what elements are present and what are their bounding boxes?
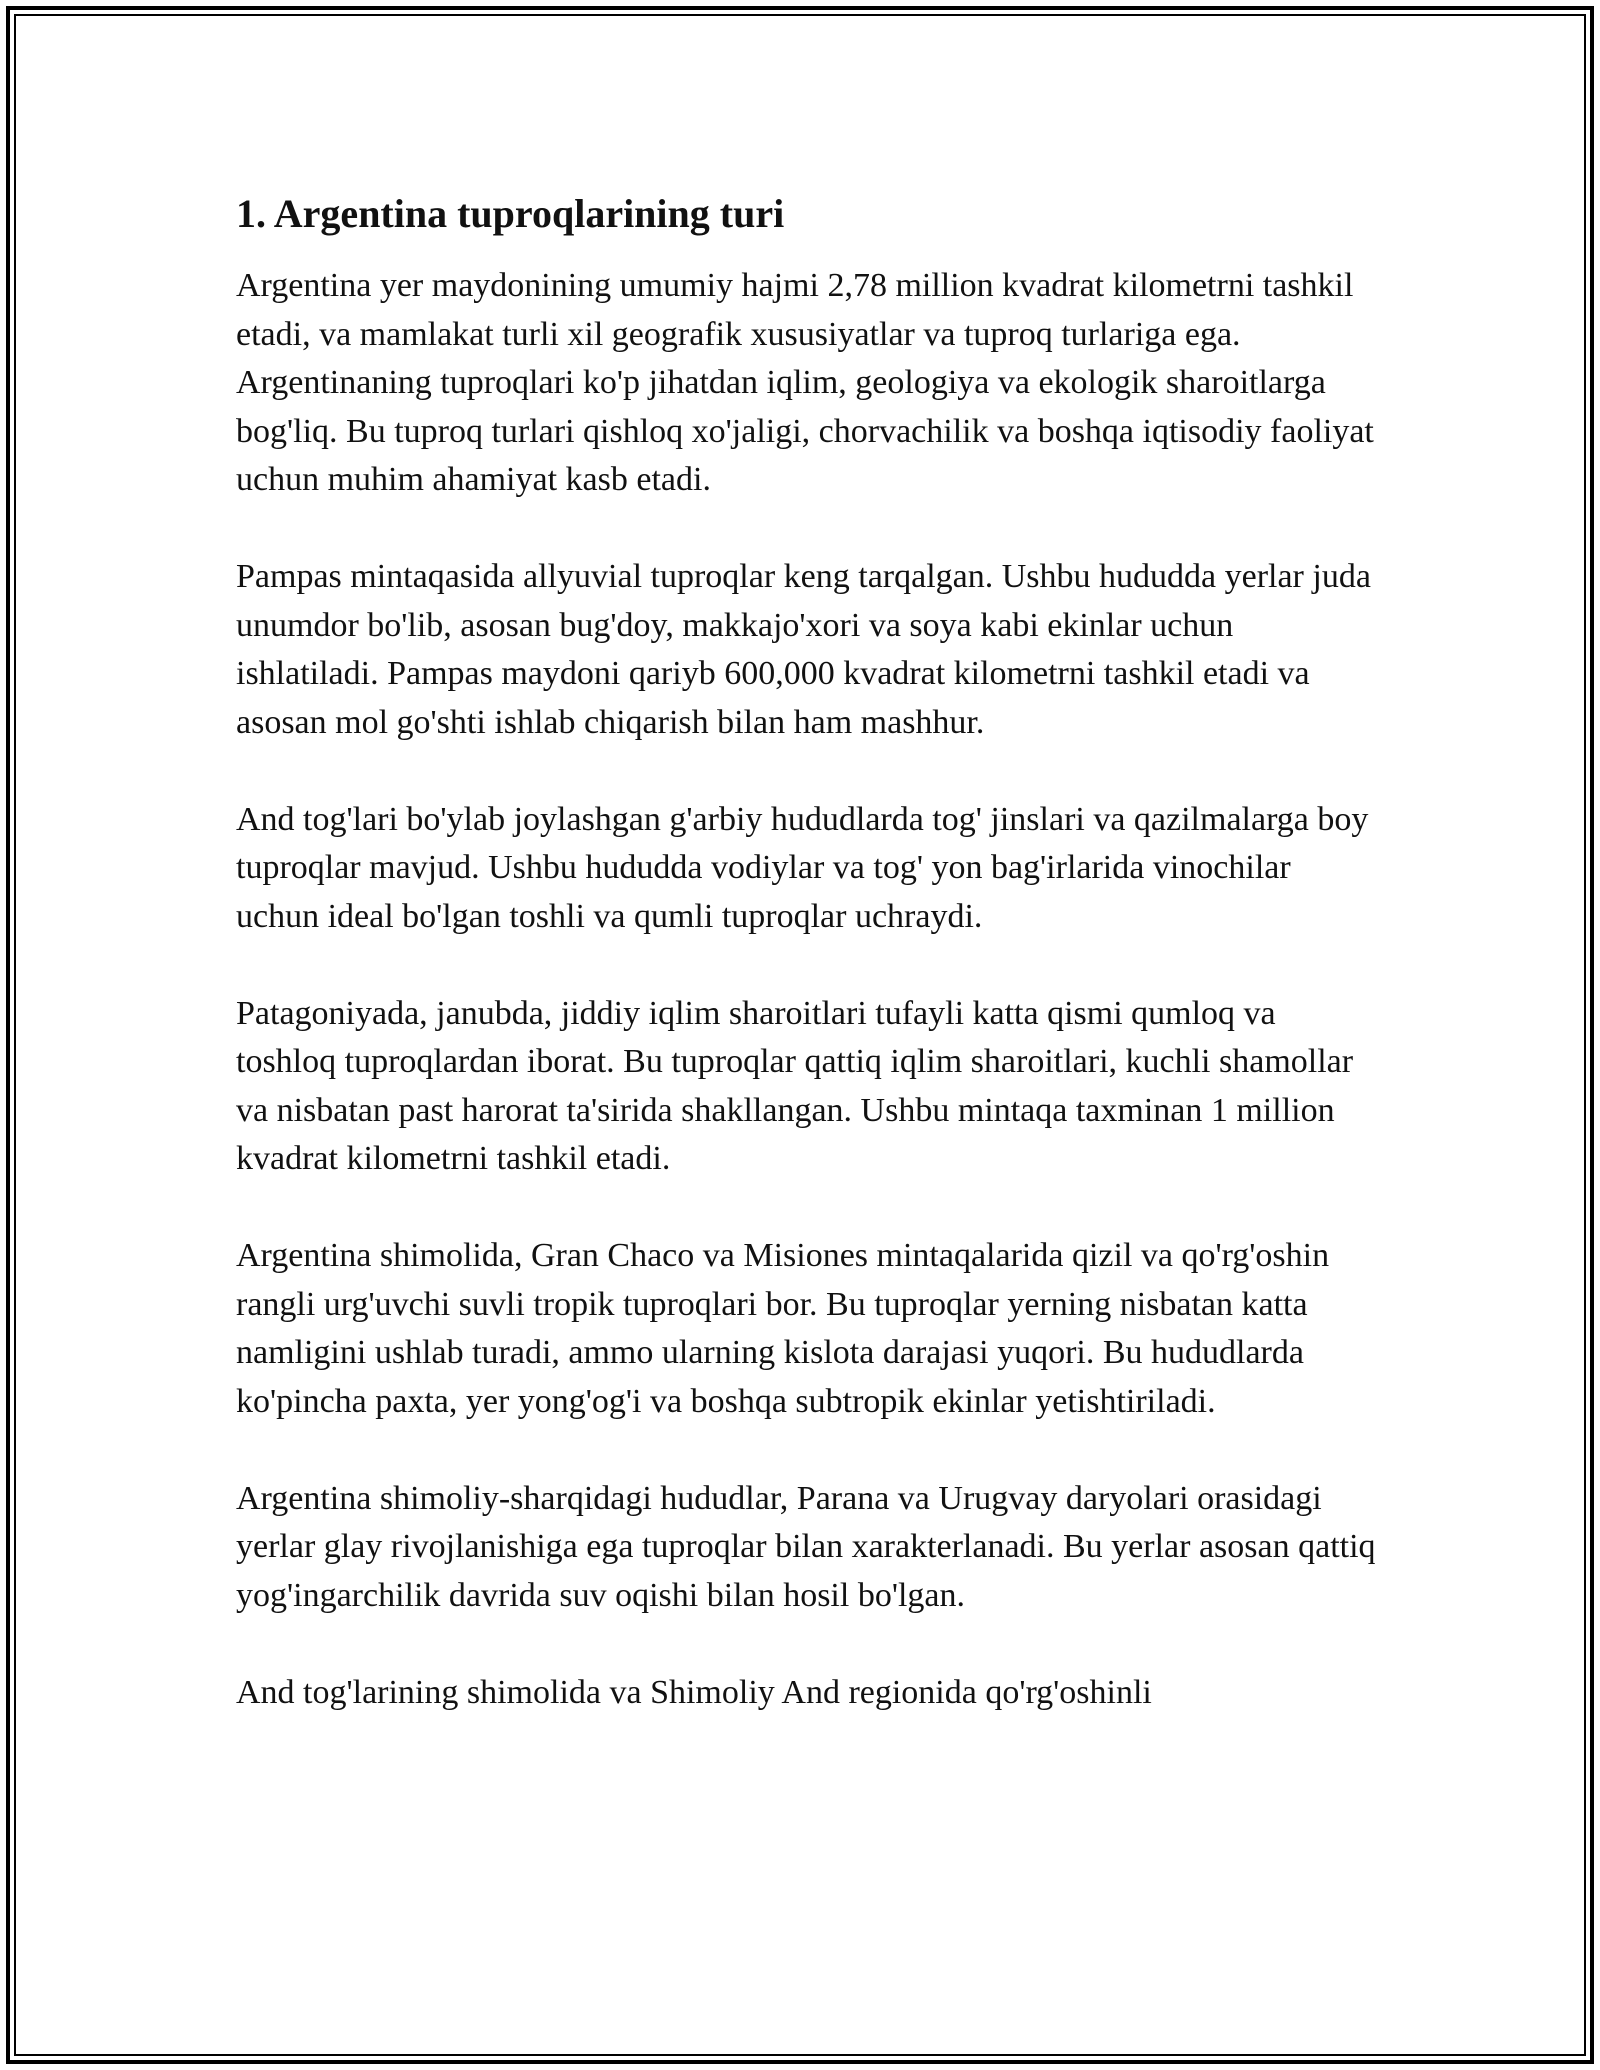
paragraph-north-chaco: Argentina shimolida, Gran Chaco va Misiones mintaqalarida qizil va qo'rg'oshin rangli urg'uvchi suvli tropik tuproqlari bor. Bu tuproqlar yerning nisbatan katta namligini ushlab turadi, ammo ularning kislota darajasi yuqori. Bu hududlarda ko'pincha paxta, yer yong'og'i va boshqa subtropik ekinlar yetishtiriladi. — [236, 1237, 1330, 1420]
paragraph-north-andes: And tog'larining shimolida va Shimoliy And regionida qo'rg'oshinli — [236, 1673, 1152, 1711]
paragraph-intro: Argentina yer maydonining umumiy hajmi 2,78 million kvadrat kilometrni tashkil etadi, va mamlakat turli xil geografik xususiyatlar va tuproq turlariga ega. Argentinaning tuproqlari ko'p jihatdan iqlim, geologiya va ekologik sharoitlarga bog'liq. Bu tuproq turlari qishloq xo'jaligi, chorvachilik va boshqa iqtisodiy faoliyat uchun muhim ahamiyat kasb etadi. — [236, 267, 1374, 498]
paragraph-andes-west: And tog'lari bo'ylab joylashgan g'arbiy hududlarda tog' jinslari va qazilmalarga boy tuproqlar mavjud. Ushbu hududda vodiylar va tog' yon bag'irlarida vinochilar uchun ideal bo'lgan toshli va qumli tuproqlar uchraydi. — [236, 800, 1369, 935]
paragraph-patagonia: Patagoniyada, janubda, jiddiy iqlim sharoitlari tufayli katta qismi qumloq va toshloq tuproqlardan iborat. Bu tuproqlar qattiq iqlim sharoitlari, kuchli shamollar va nisbatan past harorat ta'sirida shakllangan. Ushbu mintaqa taxminan 1 million kvadrat kilometrni tashkil etadi. — [236, 994, 1354, 1177]
section-heading: 1. Argentina tuproqlarining turi — [236, 191, 785, 236]
document-body — [236, 186, 1376, 1766]
paragraph-northeast: Argentina shimoliy-sharqidagi hududlar, Parana va Urugvay daryolari orasidagi yerlar glay rivojlanishiga ega tuproqlar bilan xarakterlanadi. Bu yerlar asosan qattiq yog'ingarchilik davrida suv oqishi bilan hosil bo'lgan. — [236, 1479, 1376, 1614]
paragraph-pampas: Pampas mintaqasida allyuvial tuproqlar keng tarqalgan. Ushbu hududda yerlar juda unumdor bo'lib, asosan bug'doy, makkajo'xori va soya kabi ekinlar uchun ishlatiladi. Pampas maydoni qariyb 600,000 kvadrat kilometrni tashkil etadi va asosan mol go'shti ishlab chiqarish bilan ham mashhur. — [236, 558, 1371, 741]
